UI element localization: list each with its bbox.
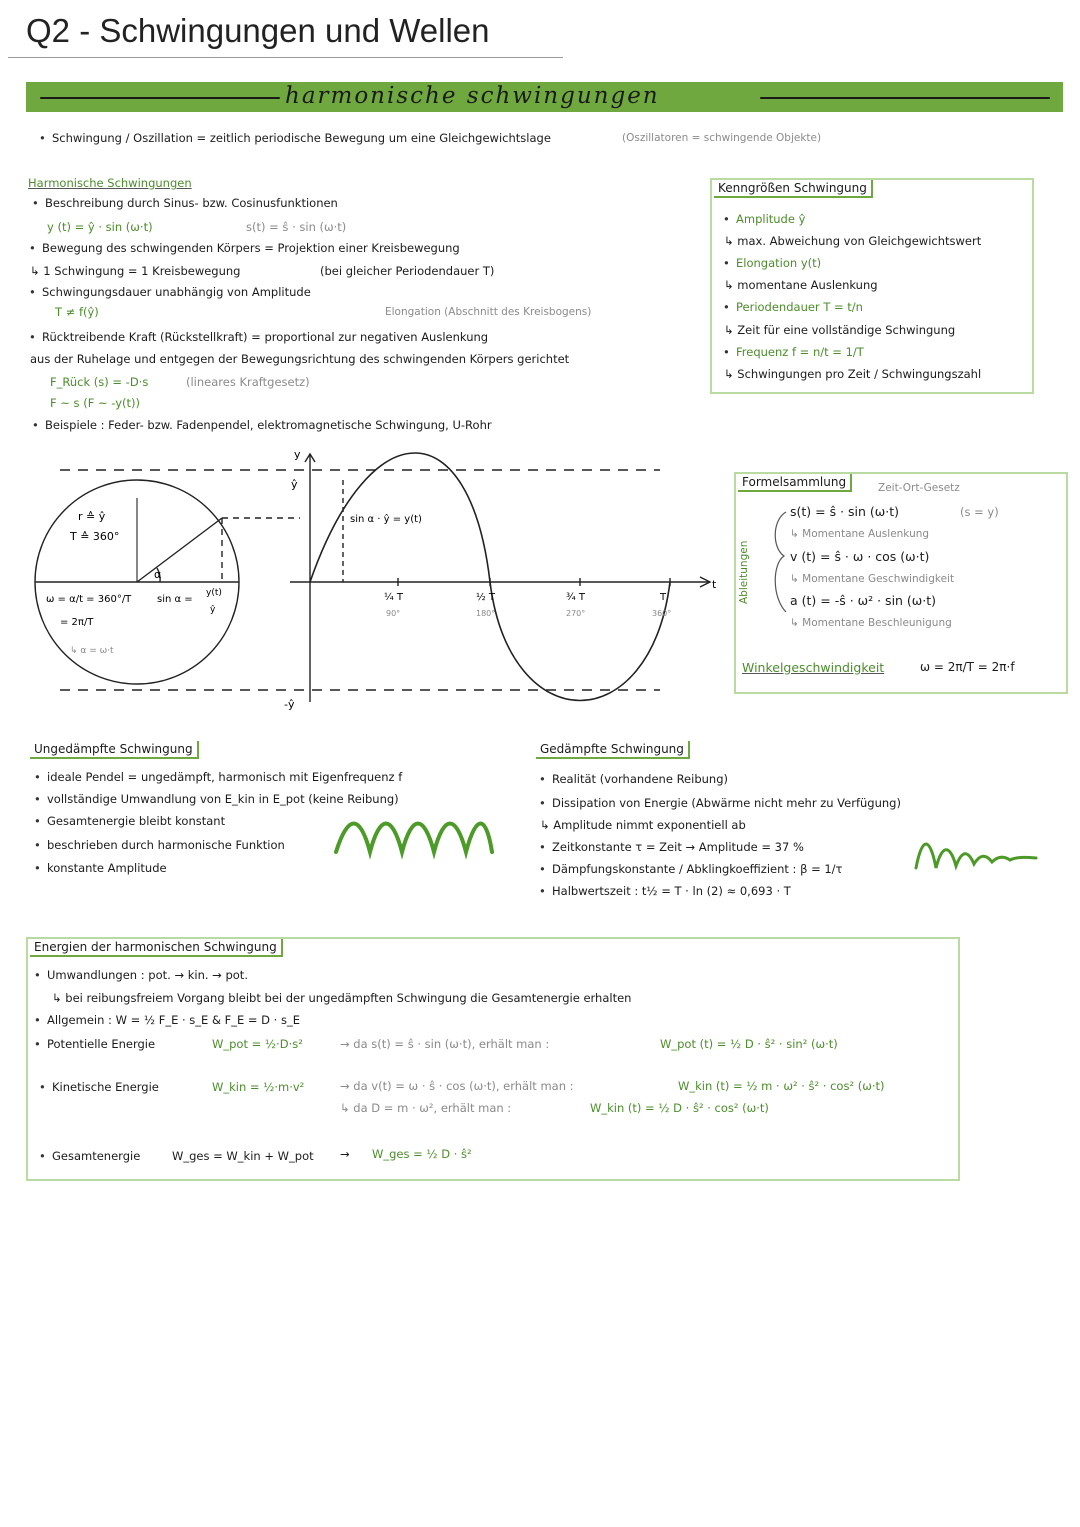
undamped-line: • vollständige Umwandlung von E_kin in E_pot (keine Reibung) [47,792,399,806]
harmonic-formula-F: F_Rück (s) = -D·s [50,375,149,389]
energy-formula-total-result: W_ges = ½ D · ŝ² [372,1147,472,1161]
undamped-line: • Gesamtenergie bleibt konstant [47,814,225,828]
banner-title: harmonische schwingungen [285,83,660,109]
sin-alpha-label: sin α = [157,594,193,605]
tick-degree: 180° [476,609,496,618]
harmonic-line: • Beschreibung durch Sinus- bzw. Cosinusfunktionen [45,196,338,210]
banner-line-right [760,97,1050,99]
title-rule [8,57,563,58]
energy-pot-derivation: → da s(t) = ŝ · sin (ω·t), erhält man : [340,1037,550,1051]
undamped-heading: Ungedämpfte Schwingung [30,741,199,759]
yhat-fraction: ŷ [210,605,216,615]
energy-line: • Umwandlungen : pot. → kin. → pot. [47,968,248,982]
tick-degree: 90° [386,609,401,618]
formel-s-note: (s = y) [960,505,999,519]
curve-label: sin α · ŷ = y(t) [350,514,422,525]
harmonic-formula-y: y (t) = ŷ · sin (ω·t) [47,220,153,234]
damped-line: • Dissipation von Energie (Abwärme nicht mehr zu Verfügung) [552,796,901,810]
elongation-note: Elongation (Abschnitt des Kreisbogens) [385,306,592,318]
energy-label-kin: • Kinetische Energie [52,1080,159,1094]
sine-curve [310,453,670,701]
harmonic-line: ↳ 1 Schwingung = 1 Kreisbewegung [30,264,241,278]
ableitungen-label: Ableitungen [738,540,750,604]
kenn-line: • Periodendauer T = t/n [736,300,863,314]
energy-kin-derivation-2: ↳ da D = m · ω², erhält man : [340,1101,512,1115]
undamped-line: • beschrieben durch harmonische Funktion [47,838,285,852]
radius-line [137,518,222,582]
energy-formula-kin: W_kin = ½·m·v² [212,1080,305,1094]
winkelgeschwindigkeit-formula: ω = 2π/T = 2π·f [920,660,1015,674]
energy-formula-pot-t: W_pot (t) = ½ D · ŝ² · sin² (ω·t) [660,1037,838,1051]
y-axis-label: y [294,448,301,461]
kenn-line: • Elongation y(t) [736,256,821,270]
tick-degree: 360° [652,609,672,618]
kenn-line: ↳ momentane Auslenkung [724,278,878,292]
tick-label: T [660,592,667,603]
page-title: Q2 - Schwingungen und Wellen [26,12,490,49]
harmonic-formula-s: s(t) = ŝ · sin (ω·t) [246,220,347,234]
harmonic-note: (bei gleicher Periodendauer T) [320,264,495,278]
kenn-line: ↳ max. Abweichung von Gleichgewichtswert [724,234,982,248]
kraftgesetz-note: (lineares Kraftgesetz) [186,375,310,389]
harmonic-line: aus der Ruhelage und entgegen der Bewegungsrichtung des schwingenden Körpers gerichtet [30,352,570,366]
harmonic-formula-prop: F ~ s (F ~ -y(t)) [50,396,140,410]
energy-formula-kin-t-2: W_kin (t) = ½ D · ŝ² · cos² (ω·t) [590,1101,769,1115]
formel-subtitle: Zeit-Ort-Gesetz [878,482,960,494]
tick-label: ¾ T [566,592,585,603]
omega-label: ω = α/t = 360°/T [46,594,132,605]
harmonic-line: • Schwingungsdauer unabhängig von Amplitude [42,285,311,299]
kenn-line: ↳ Schwingungen pro Zeit / Schwingungszahl [724,367,982,381]
damped-wave-icon [912,838,1042,874]
energy-label-pot: • Potentielle Energie [47,1037,155,1051]
formel-s-desc: ↳ Momentane Auslenkung [790,528,930,540]
energy-formula-total: W_ges = W_kin + W_pot [172,1149,314,1163]
neg-yhat-label: -ŷ [284,698,295,710]
winkelgeschwindigkeit-label: Winkelgeschwindigkeit [742,660,885,675]
energy-formula-kin-t: W_kin (t) = ½ m · ω² · ŝ² · cos² (ω·t) [678,1079,885,1093]
derivative-bracket [768,508,788,618]
formelsammlung-heading: Formelsammlung [738,474,852,492]
definition-note: (Oszillatoren = schwingende Objekte) [622,132,822,144]
omega-2pi-label: = 2π/T [60,617,94,628]
energy-arrow: → [340,1147,350,1161]
yt-fraction: y(t) [206,588,222,598]
alpha-omega-label: ↳ α = ω·t [70,646,114,656]
kenn-line: ↳ Zeit für eine vollständige Schwingung [724,323,956,337]
formel-v-desc: ↳ Momentane Geschwindigkeit [790,573,955,585]
tick-label: ¼ T [384,592,403,603]
circle-r-label: r ≙ ŷ [78,510,106,523]
oscillation-diagram [0,440,730,710]
definition: • Schwingung / Oszillation = zeitlich periodische Bewegung um eine Gleichgewichtslage [52,131,551,145]
kenn-line: • Amplitude ŷ [736,212,805,226]
yhat-label: ŷ [291,478,298,491]
formel-v: v (t) = ŝ · ω · cos (ω·t) [790,549,930,564]
alpha-label: α [154,568,162,581]
formel-a-desc: ↳ Momentane Beschleunigung [790,617,952,629]
energy-label-total: • Gesamtenergie [52,1149,140,1163]
examples: • Beispiele : Feder- bzw. Fadenpendel, elektromagnetische Schwingung, U-Rohr [45,418,492,432]
energy-heading: Energien der harmonischen Schwingung [30,939,283,957]
kenngroessen-heading: Kenngrößen Schwingung [714,180,873,198]
circle-T-label: T ≙ 360° [70,530,120,543]
damped-line: • Dämpfungskonstante / Abklingkoeffizient : β = 1/τ [552,862,842,876]
undamped-line: • ideale Pendel = ungedämpft, harmonisch mit Eigenfrequenz f [47,770,402,784]
undamped-wave-icon [330,818,500,862]
formel-s: s(t) = ŝ · sin (ω·t) [790,504,899,519]
energy-line: • Allgemein : W = ½ F_E · s_E & F_E = D · s_E [47,1013,300,1027]
damped-line: ↳ Amplitude nimmt exponentiell ab [540,818,746,832]
tick-degree: 270° [566,609,586,618]
energy-line: ↳ bei reibungsfreiem Vorgang bleibt bei der ungedämpften Schwingung die Gesamtenergie erhalten [52,991,632,1005]
damped-heading: Gedämpfte Schwingung [536,741,690,759]
energy-kin-derivation: → da v(t) = ω · ŝ · cos (ω·t), erhält man : [340,1079,574,1093]
harmonic-line: • Rücktreibende Kraft (Rückstellkraft) = proportional zur negativen Auslenkung [42,330,488,344]
harmonic-heading: Harmonische Schwingungen [28,176,192,190]
damped-line: • Zeitkonstante τ = Zeit → Amplitude = 37 % [552,840,804,854]
t-axis-label: t [712,578,717,591]
banner-line-left [40,97,280,99]
damped-line: • Halbwertszeit : t½ = T · ln (2) ≈ 0,693 · T [552,884,791,898]
damped-line: • Realität (vorhandene Reibung) [552,772,728,786]
undamped-line: • konstante Amplitude [47,861,167,875]
harmonic-formula-T: T ≠ f(ŷ) [55,305,99,319]
harmonic-line: • Bewegung des schwingenden Körpers = Projektion einer Kreisbewegung [42,241,460,255]
energy-formula-pot: W_pot = ½·D·s² [212,1037,303,1051]
tick-label: ½ T [476,592,495,603]
formel-a: a (t) = -ŝ · ω² · sin (ω·t) [790,593,937,608]
kenn-line: • Frequenz f = n/t = 1/T [736,345,864,359]
